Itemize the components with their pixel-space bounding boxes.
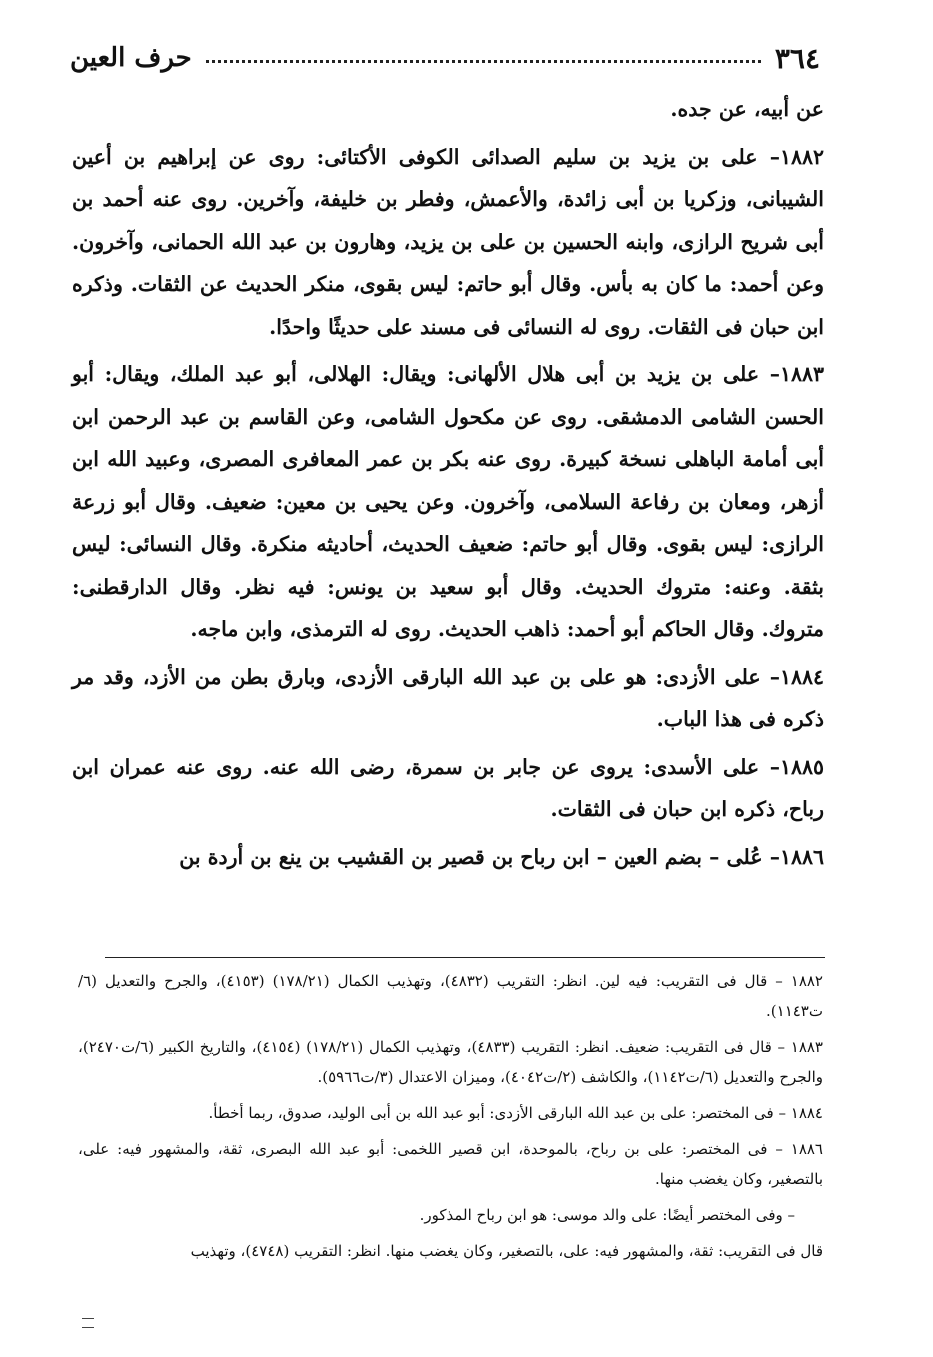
footnote-1883: ١٨٨٣ – قال فى التقريب: ضعيف. انظر: التقريب (٤٨٣٣)، وتهذيب الكمال (١٧٨/٢١) (٤١٥٤)، والتاريخ الكبير (٦/ت٢٤٧٠)، والجرح والتعديل (٦/ت١١٤٢)، والكاشف (٢/ت٤٠٤٢)، وميزان الاعتدال (٣/ت٥٩٦٦). xyxy=(78,1038,823,1086)
footnote-1884: ١٨٨٤ – فى المختصر: على بن عبد الله البارقى الأزدى: أبو عبد الله بن أبى الوليد، صدوق، ربما أخطأ. xyxy=(208,1104,823,1122)
main-text xyxy=(72,88,824,883)
running-title: حرف العين xyxy=(70,43,192,73)
footnote-1886-addendum: – وفى المختصر أيضًا: على والد موسى: هو ابن رباح المذكور. xyxy=(419,1206,795,1224)
page-number: ٣٦٤ xyxy=(774,41,820,75)
footnote-1882: ١٨٨٢ – قال فى التقريب: فيه لين. انظر: التقريب (٤٨٣٢)، وتهذيب الكمال (١٧٨/٢١) (٤١٥٣)، والجرح والتعديل (٦/ت١١٤٣). xyxy=(78,972,823,1020)
continuation-mark xyxy=(82,1318,94,1328)
header-dotted-leader xyxy=(206,54,761,63)
entry-1883: ١٨٨٣– على بن يزيد بن أبى هلال الألهانى: ويقال: الهلالى، أبو عبد الملك، ويقال: أبو الحسن الشامى الدمشقى. روى عن مكحول الشامى، وعن القاسم بن عبد الرحمن ابن أبى أمامة الباهلى نسخة كبيرة. روى عنه بكر بن عمر المعافرى المصرى، وعبيد الله ابن أزهر، ومعان بن رفاعة السلامى، وآخرون. وعن يحيى بن معين: ضعيف. وقال أبو زرعة الرازى: ليس بقوى. وقال أبو حاتم: ضعيف الحديث، أحاديثه منكرة. وقال النسائى: ليس بثقة. وعنه: متروك الحديث. وقال أبو سعيد بن يونس: فيه نظر. وقال الدارقطنى: متروك. وقال الحاكم أبو أحمد: ذاهب الحديث. روى له الترمذى، وابن ماجه. xyxy=(72,362,824,641)
entry-1882: ١٨٨٢– على بن يزيد بن سليم الصدائى الكوفى الأكتائى: روى عن إبراهيم بن أعين الشيبانى، وزكريا بن أبى زائدة، والأعمش، وفطر بن خليفة، وآخرين. روى عنه أحمد بن أبى شريح الرازى، وابنه الحسين بن على بن يزيد، وهارون بن عبد الله الحمانى، وآخرون. وعن أحمد: ما كان به بأس. وقال أبو حاتم: ليس بقوى، منكر الحديث عن الثقات. وذكره ابن حبان فى الثقات. روى له النسائى فى مسند على حديثًا واحدًا. xyxy=(72,144,824,339)
footnotes xyxy=(78,966,823,1272)
footnote-1886: ١٨٨٦ – فى المختصر: على بن رباح، بالموحدة، ابن قصير اللخمى: أبو عبد الله البصرى، ثقة، والمشهور فيه: على، بالتصغير، وكان يغضب منها. xyxy=(78,1140,823,1188)
entry-1884: ١٨٨٤– على الأزدى: هو على بن عبد الله البارقى الأزدى، وبارق بطن من الأزد، وقد مر ذكره فى هذا الباب. xyxy=(72,664,824,731)
footnote-separator xyxy=(105,957,825,958)
page-header xyxy=(70,38,820,78)
continuation-line: عن أبيه، عن جده. xyxy=(670,97,824,121)
entry-1886: ١٨٨٦– عُلى – بضم العين – ابن رباح بن قصير بن القشيب بن ينع بن أردة بن xyxy=(179,844,824,869)
entry-1885: ١٨٨٥– على الأسدى: يروى عن جابر بن سمرة، رضى الله عنه. روى عنه عمران ابن رباح، ذكره ابن حبان فى الثقات. xyxy=(72,754,824,821)
footnote-1886-taqrib: قال فى التقريب: ثقة، والمشهور فيه: على، بالتصغير، وكان يغضب منها. انظر: التقريب (٤٧٤٨)، وتهذيب xyxy=(190,1242,823,1260)
